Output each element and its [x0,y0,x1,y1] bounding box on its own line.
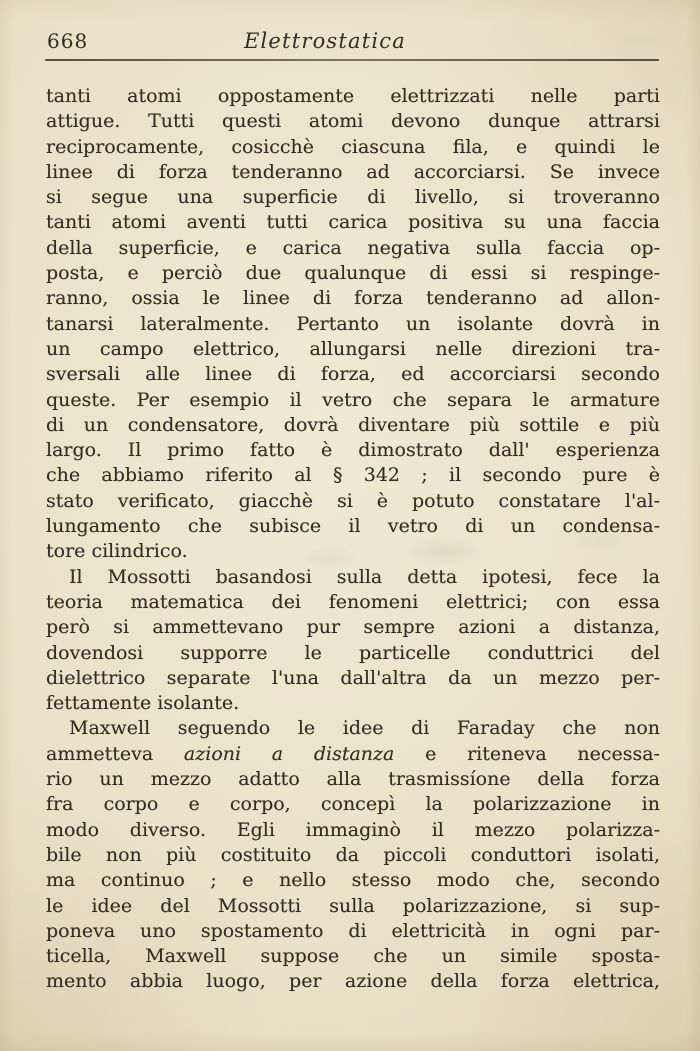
text-line: posta, e perciò due qualunque di essi si respinge- [46,262,660,285]
running-title: Elettrostatica [243,29,406,53]
text-line: teoria matematica dei fenomeni elettrici; con essa [46,590,660,613]
text-line: però si ammettevano pur sempre azioni a distanza, [46,616,660,639]
text-line: attigue. Tutti questi atomi devono dunque attrarsi [46,110,660,133]
text-line: ticella, Maxwell suppose che un simile sposta- [46,945,660,968]
text-line: fettamente isolante. [46,692,240,715]
text-line: fra corpo e corpo, concepì la polarizzazione in [46,793,660,816]
text-line: tanti atomi oppostamente elettrizzati nelle parti [46,85,660,107]
text-line: modo diverso. Egli immaginò il mezzo polarizza- [46,818,660,841]
text-line: largo. Il primo fatto è dimostrato dall' esperienza [46,439,660,462]
text-line: ma continuo ; e nello stesso modo che, secondo [46,869,660,892]
text-line: sversali alle linee di forza, ed accorciarsi secondo [46,363,660,386]
page-number: 668 [47,29,89,53]
text-line: di un condensatore, dovrà diventare più sottile e più [46,413,660,436]
text-line: tore cilindrico. [46,540,188,563]
text-line: ranno, ossia le linee di forza tenderanno ad allon- [46,287,660,310]
text-line: mento abbia luogo, per azione della forza elettrica, [46,970,660,993]
text-line: stato verificato, giacchè si è potuto constatare l'al- [46,489,660,512]
text-line: che abbiamo riferito al § 342 ; il secondo pure è [46,464,660,487]
text-line: queste. Per esempio il vetro che separa le armature [46,388,660,411]
page-header [47,29,658,57]
paragraph-2 [46,565,660,717]
text-line: Maxwell seguendo le idee di Faraday che non [69,717,660,740]
text-line: le idee del Mossotti sulla polarizzazione, si sup- [46,894,660,917]
text-line: della superficie, e carica negativa sulla faccia op- [46,236,660,259]
body-text [46,84,660,995]
text-line: un campo elettrico, allungarsi nelle direzioni tra- [46,337,660,360]
text-line: linee di forza tenderanno ad accorciarsi. Se invece [46,160,660,183]
text-line: tanarsi lateralmente. Pertanto un isolante dovrà in [46,312,660,335]
text-line: ammetteva azioni a distanza e riteneva necessa- [46,742,660,765]
text-line: rio un mezzo adatto alla trasmissíone della forza [46,768,660,791]
paragraph-3 [46,716,660,994]
text-line: reciprocamente, cosicchè ciascuna fila, e quindi le [46,135,660,158]
paragraph-1 [46,84,660,565]
header-rule [45,59,659,61]
text-line: lungamento che subisce il vetro di un condensa- [46,515,660,538]
text-line: dielettrico separate l'una dall'altra da un mezzo per- [46,666,660,689]
text-line: dovendosi supporre le particelle conduttrici del [46,641,660,664]
text-line: tanti atomi aventi tutti carica positiva su una faccia [46,211,660,234]
text-line: si segue una superficie di livello, si troveranno [46,186,660,209]
text-line: Il Mossotti basandosi sulla detta ipotesi, fece la [69,565,660,588]
text-line: poneva uno spostamento di elettricità in ogni par- [46,919,660,942]
text-line: bile non più costituito da piccoli conduttori isolati, [46,843,660,866]
